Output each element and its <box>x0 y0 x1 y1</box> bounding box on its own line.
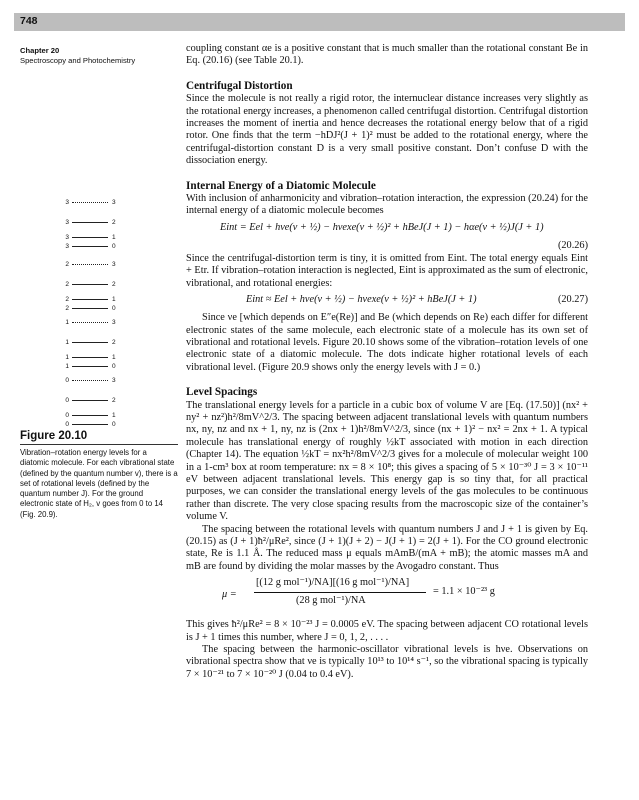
chapter-marker <box>20 46 180 65</box>
level-line <box>72 424 108 425</box>
level-v-label: 3 <box>65 243 69 250</box>
equation-20-26 <box>186 222 588 237</box>
level-j-label: 0 <box>112 305 116 312</box>
main-text-column <box>186 43 588 681</box>
level-v-label: 3 <box>65 219 69 226</box>
level-j-label: 3 <box>112 261 116 268</box>
reduced-mass-equation <box>186 577 588 615</box>
level-line <box>72 202 108 203</box>
level-j-label: 3 <box>112 377 116 384</box>
page-number: 748 <box>20 15 38 27</box>
level-line <box>72 284 108 285</box>
section-heading-centrifugal: Centrifugal Distortion <box>186 79 293 92</box>
reduced-mass-lhs: μ = <box>222 589 237 601</box>
level-line <box>72 246 108 247</box>
intro-paragraph: coupling constant αe is a positive constant that is much smaller than the rotational constant Be in Eq. (20.16) (see Table 20.1). <box>186 43 588 67</box>
level-line <box>72 366 108 367</box>
level-v-label: 2 <box>65 281 69 288</box>
energy-level-diagram <box>20 198 180 428</box>
equation-20-26-number: (20.26) <box>557 239 588 251</box>
internal-paragraph-1: With inclusion of anharmonicity and vibration–rotation interaction, the expression (20.24) for the internal energy of a diatomic molecule becomes <box>186 193 588 217</box>
equation-20-27 <box>186 294 588 309</box>
level-j-label: 2 <box>112 397 116 404</box>
level-j-label: 3 <box>112 319 116 326</box>
equation-20-26-body: Eint = Eel + hνe(v + ½) − hνexe(v + ½)² + hBeJ(J + 1) − hαe(v + ½)J(J + 1) <box>220 221 544 233</box>
level-line <box>72 237 108 238</box>
level-v-label: 3 <box>65 199 69 206</box>
level-line <box>72 415 108 416</box>
spacings-paragraph-3: This gives ħ²/μRe² = 8 × 10⁻²³ J = 0.0005 eV. The spacing between adjacent CO rotational levels is J + 1 times this number, where J = 0, 1, 2, . . . . <box>186 619 588 643</box>
level-v-label: 0 <box>65 412 69 419</box>
level-j-label: 0 <box>112 363 116 370</box>
section-heading-internal-energy: Internal Energy of a Diatomic Molecule <box>186 179 376 192</box>
level-line <box>72 400 108 401</box>
spacings-paragraph-2: The spacing between the rotational levels with quantum numbers J and J + 1 is given by Eq. (20.15) as (J + 1)ħ²/μRe², since (J + 1)(J + 2) − J(J + 1) = 2(J + 1). For the CO ground electronic state, Re is 1.1 Å. The reduced mass μ equals mAmB/(mA + mB); the atomic masses mA and mB are found by dividing the molar masses by the Avogadro constant. Thus <box>186 523 588 572</box>
level-v-label: 2 <box>65 305 69 312</box>
figure-label: Figure 20.10 <box>20 430 88 442</box>
figure-caption: Vibration–rotation energy levels for a diatomic molecule. For each vibrational state (defined by the quantum number v), there is a set of rotational levels (defined by the quantum number J). For the ground electronic state of H₂, v goes from 0 to 14 (Fig. 20.9). <box>20 448 178 519</box>
equation-20-27-body: Eint ≈ Eel + hνe(v + ½) − hνexe(v + ½)² + hBeJ(J + 1) <box>246 294 477 306</box>
page-header-bar <box>14 13 625 31</box>
level-j-label: 3 <box>112 199 116 206</box>
reduced-mass-numerator: [(12 g mol⁻¹)/NA][(16 g mol⁻¹)/NA] <box>256 577 410 589</box>
internal-paragraph-3: Since νe [which depends on E″e(Re)] and Be (which depends on Re) each differ for different electronic states of the same molecule, each electronic state of a molecule has its own set of vibrational and rotational levels. Figure 20.10 shows some of the vibration–rotation levels of one electronic state of a diatomic molecule. The dots indicate higher rotational levels of each vibrational level. (Figure 20.9 shows only the energy levels with J = 0.) <box>186 312 588 373</box>
spacings-paragraph-1: The translational energy levels for a particle in a cubic box of volume V are [Eq. (17.50)] (nx² + ny² + nz²)h²/8mV^2/3. The spacing between adjacent translational levels with quantum numbers nx, ny, nz and nx + 1, ny, nz is (2nx + 1)h²/8mV^2/3, since (nx + 1)² − nx² = 2nx + 1. A typical molecule has translational energy of roughly ½kT associated with motion in each direction (Chapter 14). The equation ½kT = nx²h²/8mV^2/3 gives for a molecule of molecular weight 100 in a 1-cm³ box at room temperature: nx = 8 × 10⁸; this gives a spacing of 5 × 10⁻³⁰ J = 3 × 10⁻¹¹ eV between adjacent translational levels. This energy gap is so tiny that, for all practical purposes, we can consider the translational energy levels of the gas molecules to be continuous rather than discrete. The very close spacing results from the macroscopic size of the container’s volume V. <box>186 399 588 523</box>
level-line <box>72 308 108 309</box>
level-v-label: 3 <box>65 234 69 241</box>
level-line <box>72 299 108 300</box>
level-v-label: 2 <box>65 296 69 303</box>
level-line <box>72 342 108 343</box>
reduced-mass-denominator: (28 g mol⁻¹)/NA <box>296 595 366 607</box>
level-j-label: 2 <box>112 219 116 226</box>
level-j-label: 2 <box>112 281 116 288</box>
figure-caption-rule <box>20 444 178 445</box>
chapter-label: Chapter 20 <box>20 46 60 55</box>
chapter-title: Spectroscopy and Photochemistry <box>20 55 136 65</box>
level-v-label: 2 <box>65 261 69 268</box>
level-j-label: 1 <box>112 234 116 241</box>
level-line <box>72 357 108 358</box>
level-v-label: 1 <box>65 363 69 370</box>
level-line <box>72 380 108 381</box>
level-j-label: 0 <box>112 243 116 250</box>
spacings-paragraph-4: The spacing between the harmonic-oscillator vibrational levels is hνe. Observations on vibrational spectra show that νe is typically 10¹³ to 10¹⁴ s⁻¹, so the vibrational spacing is typically 7 × 10⁻²¹ to 7 × 10⁻²⁰ J (0.04 to 0.4 eV). <box>186 644 588 680</box>
fraction-bar <box>254 592 426 593</box>
level-v-label: 1 <box>65 319 69 326</box>
section-heading-level-spacings: Level Spacings <box>186 386 258 399</box>
level-v-label: 0 <box>65 377 69 384</box>
level-v-label: 0 <box>65 397 69 404</box>
level-j-label: 2 <box>112 339 116 346</box>
level-v-label: 1 <box>65 354 69 361</box>
reduced-mass-result: = 1.1 × 10⁻²³ g <box>433 586 495 598</box>
internal-paragraph-2: Since the centrifugal-distortion term is tiny, it is omitted from Eint. The total energy equals Eint + Etr. If vibration–rotation interaction is neglected, Eint is approximated as the sum of electronic, vibrational, and rotational energies: <box>186 252 588 289</box>
level-line <box>72 264 108 265</box>
equation-20-27-number: (20.27) <box>557 294 588 306</box>
level-v-label: 0 <box>65 421 69 428</box>
level-line <box>72 222 108 223</box>
level-j-label: 1 <box>112 296 116 303</box>
level-j-label: 1 <box>112 412 116 419</box>
level-j-label: 1 <box>112 354 116 361</box>
level-v-label: 1 <box>65 339 69 346</box>
level-line <box>72 322 108 323</box>
centrifugal-paragraph: Since the molecule is not really a rigid rotor, the internuclear distance increases very slightly as the rotational energy increases, a phenomenon called centrifugal distortion. Centrifugal distortion increases the moment of inertia and hence decreases the rotational energy below that of a rigid rotor. One finds that the term −hDJ²(J + 1)² must be added to the rotational energy, where the centrifugal-distortion constant D is a very small positive constant. Don’t confuse D with the dissociation energy. <box>186 93 588 167</box>
level-j-label: 0 <box>112 421 116 428</box>
